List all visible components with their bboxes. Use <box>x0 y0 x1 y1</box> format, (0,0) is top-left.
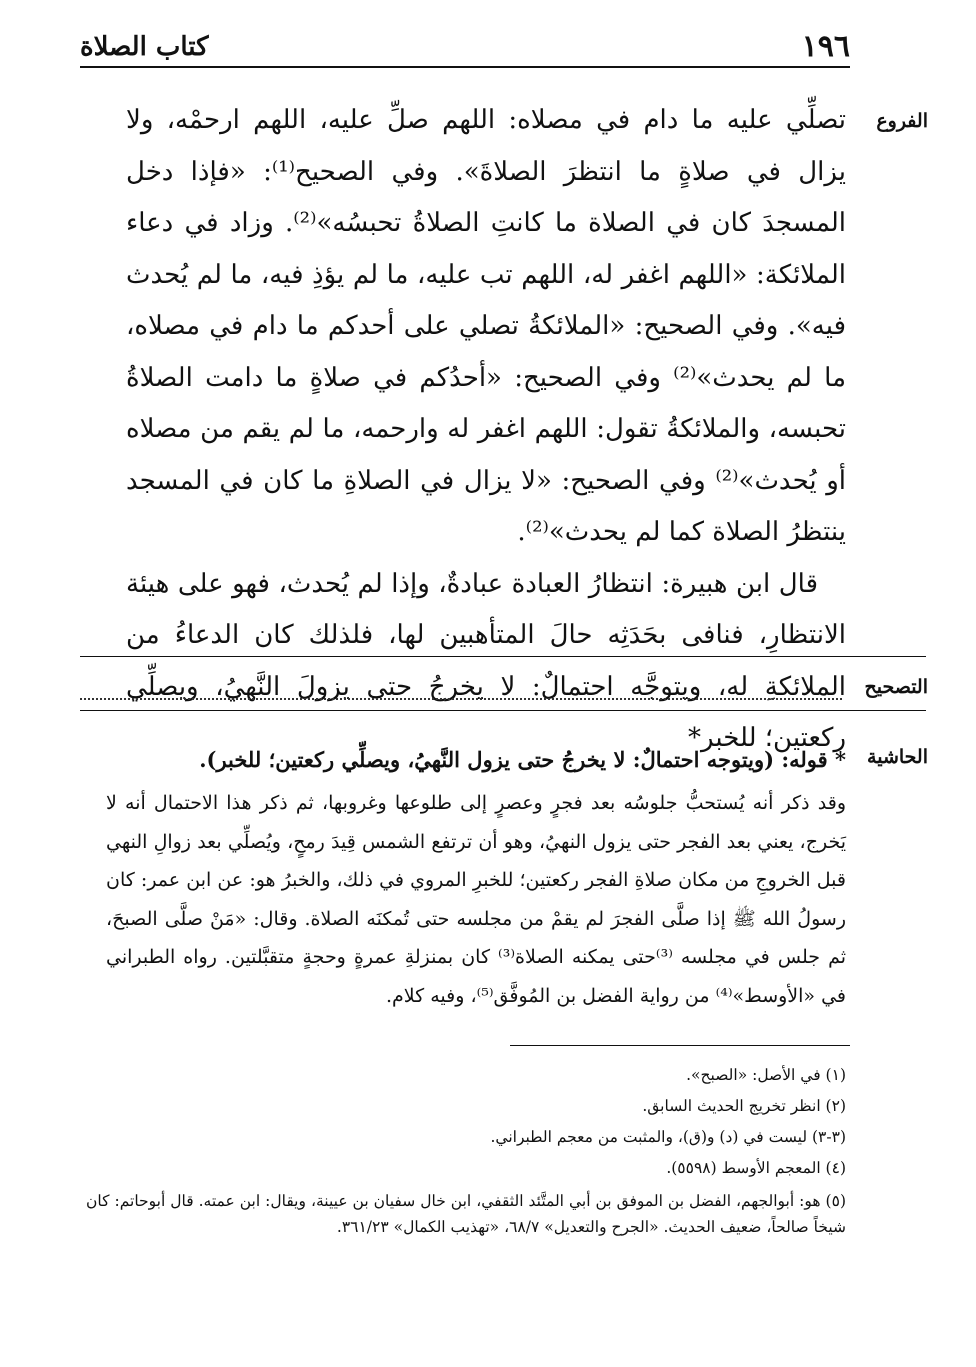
footnote: (٥) هو: أبوالجهم، الفضل بن الموفق بن أبي المتَّئد الثقفي، ابن خال سفيان بن عيينة، ويقال: ابن عمته. قال أبوحاتم: كان شيخاً صالحاً، ضعيف الحديث. «الجرح والتعديل» ٦٨/٧، «تهذيب الكمال» ٣٦١/٢٣. <box>86 1192 846 1236</box>
book-title: كتاب الصلاة <box>80 32 209 62</box>
page-number: ١٩٦ <box>801 29 850 64</box>
side-label-tashih: التصحيح <box>864 676 928 698</box>
section-rule-2 <box>80 710 926 711</box>
main-paragraph-2: قال ابن هبيرة: انتظارُ العبادة عبادةٌ، وإذا لم يُحدث، فهو على هيئة الانتظارِ، فنافى بحَدَثِه حالَ المتأهبين لها، فلذلك كان الدعاءُ من الملائكةِ له، ويتوجَّه احتمالٌ: لا يخرجُ حتى يزولَ النَّهيُ، ويصلِّي ركعتين؛ للخبر* <box>126 568 846 753</box>
hashiya-heading: * قوله: (ويتوجه احتمالٌ: لا يخرجُ حتى يزول النَّهيُ، ويصلِّي ركعتين؛ للخبر). <box>199 747 846 772</box>
section-rule <box>80 656 926 657</box>
side-label-hashiya: الحاشية <box>867 746 928 768</box>
footnotes <box>86 1060 846 1240</box>
footnote: (٢) انظر تخريج الحديث السابق. <box>642 1097 846 1115</box>
hashiya-body: وقد ذكر أنه يُستحبُّ جلوسُه بعد فجرٍ وعصرٍ إلى طلوعها وغروبها، ثم ذكر هذا الاحتمال أنه لا يَخرج، يعني بعد الفجر حتى يزول النهيُ، وهو أن ترتفع الشمس قِيدَ رمحٍ، ويُصلِّي بعد زوالِ النهي قبل الخروجِ من مكان صلاةِ الفجر ركعتين؛ للخبرِ المروي في ذلك، والخبرُ هو: عن ابن عمر: كان رسولُ الله ﷺ إذا صلَّى الفجرَ لم يقمْ من مجلسه حتى تُمكنَه الصلاة. وقال: «مَنْ صلَّى الصبحَ، ثم جلس في مجلسه ⁽³⁾حتى يمكنه الصلاة⁽³⁾ كان بمنزلةِ عمرةٍ وحجةٍ متقبَّلتين. رواه الطبراني في «الأوسط»⁽⁴⁾ من رواية الفضل بن المُوفَّق⁽⁵⁾، وفيه كلام. <box>106 792 847 1007</box>
footnote-rule <box>510 1045 850 1046</box>
tashih-dotted-line <box>80 668 842 700</box>
running-header <box>80 30 850 64</box>
footnote: (٣-٣) ليست في (د) و(ق)، والمثبت من معجم الطبراني. <box>490 1128 846 1146</box>
side-label-furu: الفروع <box>876 110 928 132</box>
header-rule <box>80 66 850 68</box>
main-paragraph-1: تصلِّي عليه ما دام في مصلاه: اللهم صلِّ عليه، اللهم ارحمْه، ولا يزال في صلاةٍ ما انتظرَ الصلاةَ». وفي الصحيح⁽¹⁾: «فإذا دخل المسجدَ كان في الصلاة ما كانتِ الصلاةُ تحبسُه»⁽²⁾. وزاد في دعاء الملائكة: «اللهم اغفر له، اللهم تب عليه، ما لم يؤذِ فيه، ما لم يُحدث فيه». وفي الصحيح: «الملائكةُ تصلي على أحدكم ما دام في مصلاه، ما لم يحدث»⁽²⁾ وفي الصحيح: «أحدُكم في صلاةٍ ما دامت الصلاةُ تحبسه، والملائكةُ تقول: اللهم اغفر له وارحمه، ما لم يقم من مصلاه أو يُحدث»⁽²⁾ وفي الصحيح: «لا يزال في الصلاةِ ما كان في المسجد ينتظرُ الصلاة كما لم يحدث»⁽²⁾. <box>126 105 847 547</box>
main-text <box>126 95 846 765</box>
footnote: (٤) المعجم الأوسط (٥٥٩٨). <box>666 1159 846 1177</box>
footnote: (١) في الأصل: «الصبح». <box>686 1066 846 1084</box>
